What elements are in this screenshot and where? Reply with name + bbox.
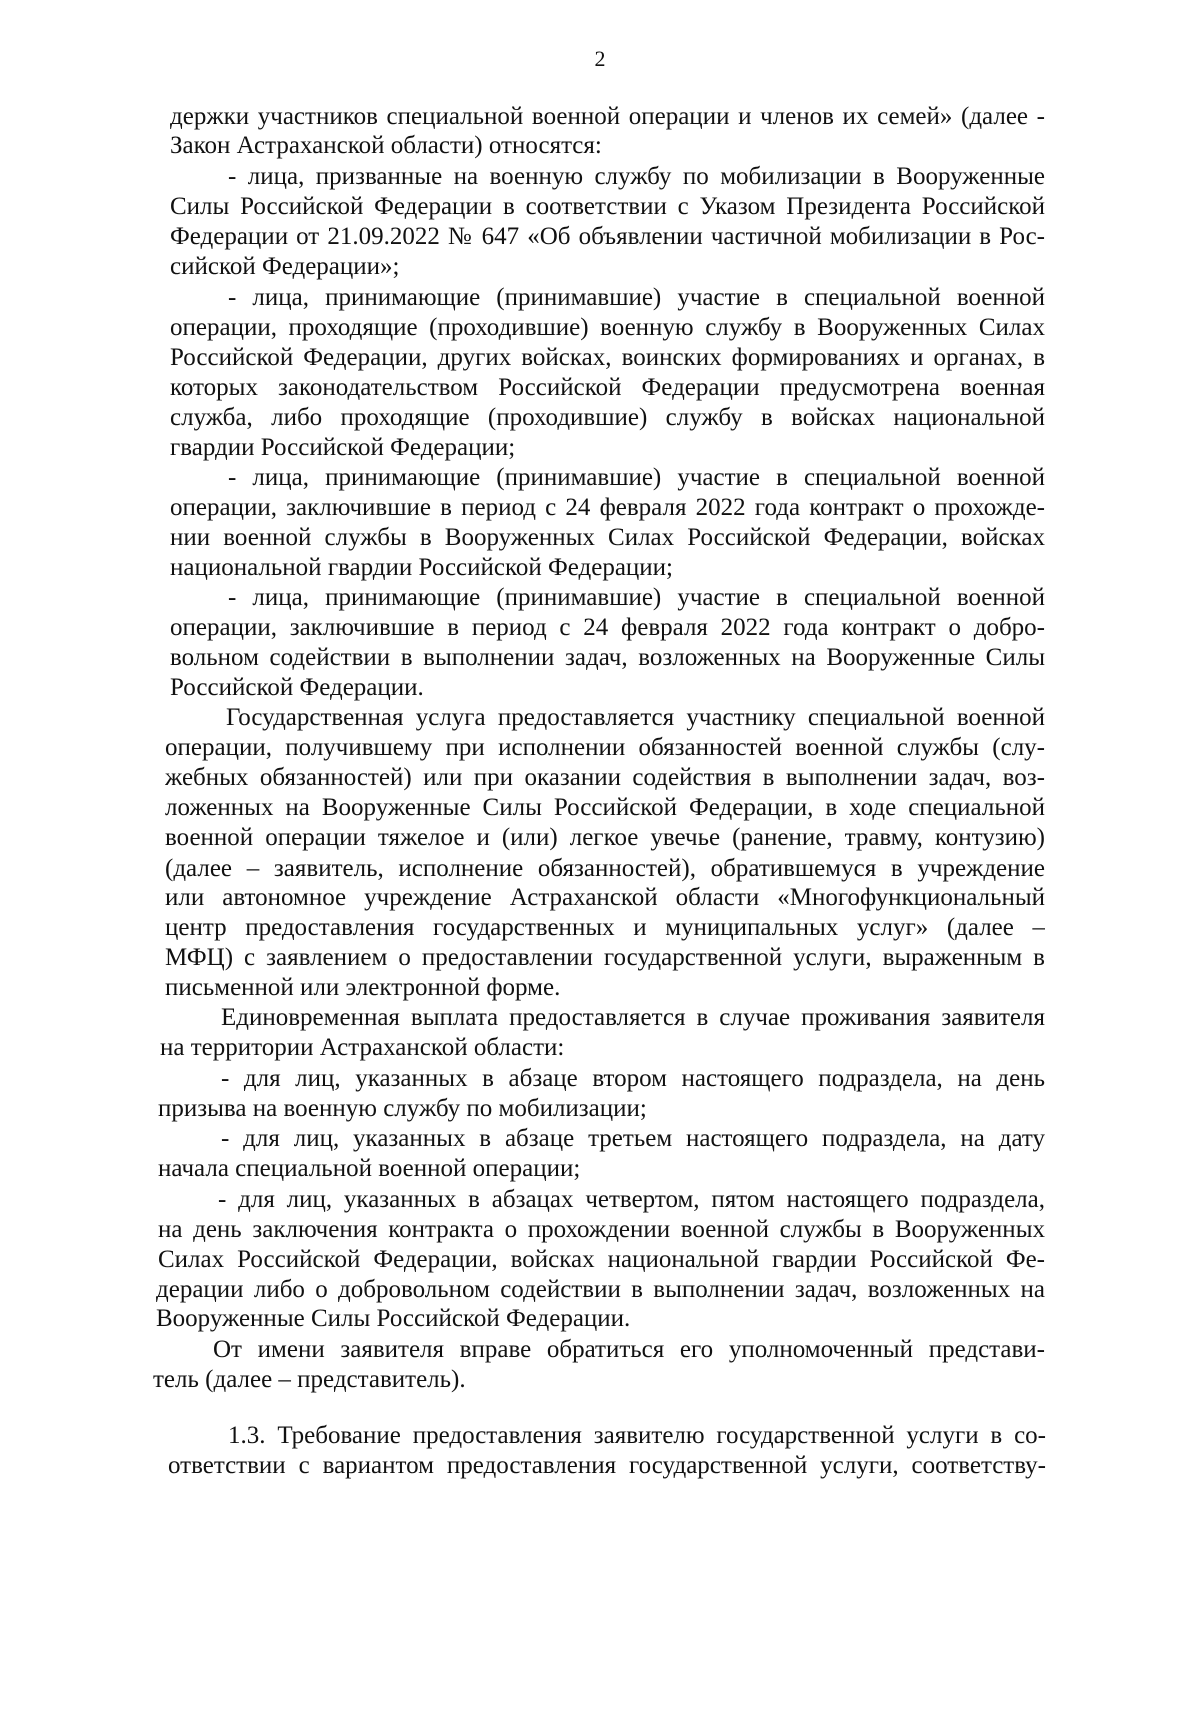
text-line: - для лиц, указанных в абзацах четвертом, пятом настоящего подраздела, [218,1186,1045,1213]
text-line: - лица, принимающие (принимавшие) участие в специальной военной [228,284,1045,311]
text-line: на день заключения контракта о прохождении военной службы в Вооруженных [158,1216,1045,1243]
text-line: Федерации от 21.09.2022 № 647 «Об объявлении частичной мобилизации в Рос- [170,223,1045,250]
text-line: операции, заключившие в период с 24 февраля 2022 года контракт о добро- [170,614,1045,641]
text-line: От имени заявителя вправе обратиться его уполномоченный представи- [213,1336,1045,1363]
text-line: МФЦ) с заявлением о предоставлении государственной услуги, выраженным в [165,944,1045,971]
text-line: вольном содействии в выполнении задач, возложенных на Вооруженные Силы [170,644,1045,671]
text-line: нии военной службы в Вооруженных Силах Российской Федерации, войсках [170,524,1045,551]
text-line: Силах Российской Федерации, войсках национальной гвардии Российской Фе- [158,1246,1045,1273]
text-line: операции, проходящие (проходившие) военную службу в Вооруженных Силах [170,314,1045,341]
text-line: операции, заключившие в период с 24 февраля 2022 года контракт о прохожде- [170,494,1045,521]
text-line: - лица, принимающие (принимавшие) участие в специальной военной [228,584,1045,611]
text-line: ложенных на Вооруженные Силы Российской Федерации, в ходе специальной [165,794,1045,821]
text-line: гвардии Российской Федерации; [170,434,516,461]
text-line: Российской Федерации, других войсках, воинских формированиях и органах, в [170,344,1045,371]
text-line: дерации либо о добровольном содействии в выполнении задач, возложенных на [156,1276,1045,1303]
text-line: на территории Астраханской области: [160,1034,565,1061]
text-line: или автономное учреждение Астраханской области «Многофункциональный [165,884,1045,911]
text-line: - для лиц, указанных в абзаце третьем настоящего подраздела, на дату [221,1125,1045,1152]
text-line: жебных обязанностей) или при оказании содействия в выполнении задач, воз- [165,764,1045,791]
text-line: - лица, принимающие (принимавшие) участие в специальной военной [228,464,1045,491]
text-line: Государственная услуга предоставляется участнику специальной военной [226,704,1045,731]
text-line: - лица, призванные на военную службу по мобилизации в Вооруженные [228,163,1045,190]
text-line: Вооруженные Силы Российской Федерации. [156,1305,631,1332]
text-line: центр предоставления государственных и муниципальных услуг» (далее – [165,914,1045,941]
text-line: (далее – заявитель, исполнение обязанностей), обратившемуся в учреждение [165,855,1045,882]
text-line: военной операции тяжелое и (или) легкое увечье (ранение, травму, контузию) [165,824,1045,851]
text-line: служба, либо проходящие (проходившие) службу в войсках национальной [170,404,1045,431]
text-line: призыва на военную службу по мобилизации; [158,1095,647,1122]
text-line: Российской Федерации. [170,674,424,701]
text-line: национальной гвардии Российской Федерации; [170,554,674,581]
text-line: - для лиц, указанных в абзаце втором настоящего подраздела, на день [221,1065,1045,1092]
text-line: Силы Российской Федерации в соответствии с Указом Президента Российской [170,193,1045,220]
text-line: тель (далее – представитель). [153,1366,466,1393]
text-line: Закон Астраханской области) относятся: [170,132,602,159]
page-number: 2 [594,46,606,71]
text-line: операции, получившему при исполнении обязанностей военной службы (слу- [165,734,1045,761]
text-line: 1.3. Требование предоставления заявителю государственной услуги в со- [228,1422,1046,1449]
text-line: Единовременная выплата предоставляется в случае проживания заявителя [221,1004,1045,1031]
text-line: которых законодательством Российской Федерации предусмотрена военная [170,374,1045,401]
text-line: ответствии с вариантом предоставления государственной услуги, соответству- [168,1452,1046,1479]
text-line: начала специальной военной операции; [158,1155,581,1182]
text-line: письменной или электронной форме. [165,974,561,1001]
text-line: держки участников специальной военной операции и членов их семей» (далее - [170,103,1045,130]
text-line: сийской Федерации»; [170,253,400,280]
